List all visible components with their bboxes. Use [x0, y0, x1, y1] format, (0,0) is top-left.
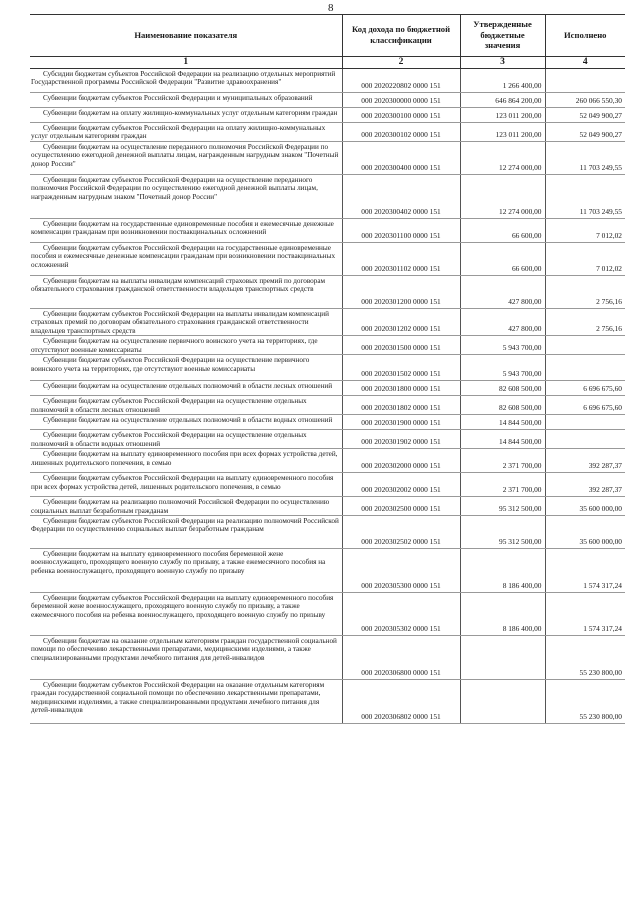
row-code: 000 2020305302 0000 151	[342, 593, 460, 636]
row-code: 000 2020306802 0000 151	[342, 680, 460, 724]
table-row	[30, 381, 625, 396]
row-code: 000 2020301200 0000 151	[342, 275, 460, 308]
table-row	[30, 549, 625, 593]
table-row	[30, 497, 625, 516]
row-planned-value: 82 608 500,00	[460, 381, 545, 396]
row-planned-value: 14 844 500,00	[460, 430, 545, 449]
row-executed-value: 1 574 317,24	[545, 549, 625, 593]
row-executed-value	[545, 68, 625, 92]
row-name: Субсидии бюджетам субъектов Российской Федерации на реализацию отдельных мероприятий Государственной программы Российской Федерации "Развитие здравоохранения"	[30, 68, 342, 92]
table-row	[30, 68, 625, 92]
row-code: 000 2020300402 0000 151	[342, 174, 460, 218]
row-name: Субвенции бюджетам субъектов Российской Федерации на выплату единовременного пособия при всех формах устройства детей, лишенных родительского попечения, в семью	[30, 473, 342, 497]
row-name: Субвенции бюджетам субъектов Российской Федерации на осуществление первичного воинского учета на территориях, где отсутствуют военные комиссариаты	[30, 355, 342, 381]
row-planned-value: 646 864 200,00	[460, 92, 545, 107]
table-row	[30, 396, 625, 415]
row-planned-value: 427 800,00	[460, 308, 545, 335]
table-row	[30, 92, 625, 107]
row-executed-value: 6 696 675,60	[545, 396, 625, 415]
row-executed-value	[545, 355, 625, 381]
row-planned-value: 66 600,00	[460, 242, 545, 275]
table-row	[30, 680, 625, 724]
row-executed-value: 1 574 317,24	[545, 593, 625, 636]
row-name: Субвенции бюджетам на осуществление первичного воинского учета на территориях, где отсутствуют военные комиссариаты	[30, 336, 342, 355]
row-name: Субвенции бюджетам на осуществление отдельных полномочий в области водных отношений	[30, 415, 342, 430]
row-code: 000 2020301202 0000 151	[342, 308, 460, 335]
row-name: Субвенции бюджетам на выплаты инвалидам компенсаций страховых премий по договорам обязательного страхования гражданской ответственности владельцев транспортных средств	[30, 275, 342, 308]
row-name: Субвенции бюджетам субъектов Российской Федерации на оплату жилищно-коммунальных услуг отдельным категориям граждан	[30, 122, 342, 141]
row-code: 000 2020302500 0000 151	[342, 497, 460, 516]
row-planned-value: 12 274 000,00	[460, 141, 545, 174]
table-row	[30, 107, 625, 122]
table-row	[30, 593, 625, 636]
row-executed-value: 11 703 249,55	[545, 141, 625, 174]
row-name: Субвенции бюджетам субъектов Российской Федерации на оказание отдельным категориям граждан государственной социальной помощи по обеспечению лекарственными препаратами, медицинскими изделиями, а также специализированными продуктами лечебного питания для детей-инвалидов	[30, 680, 342, 724]
row-name: Субвенции бюджетам на государственные единовременные пособия и ежемесячные денежные компенсации гражданам при возникновении поствакцинальных осложнений	[30, 218, 342, 242]
row-code: 000 2020300400 0000 151	[342, 141, 460, 174]
row-code: 000 2020302002 0000 151	[342, 473, 460, 497]
page-number: 8	[328, 2, 334, 14]
row-code: 000 2020302502 0000 151	[342, 516, 460, 549]
row-code: 000 2020301500 0000 151	[342, 336, 460, 355]
row-code: 000 2020302000 0000 151	[342, 449, 460, 473]
row-code: 000 2020301800 0000 151	[342, 381, 460, 396]
row-planned-value: 66 600,00	[460, 218, 545, 242]
row-planned-value: 95 312 500,00	[460, 516, 545, 549]
table-row	[30, 218, 625, 242]
header-code: Код дохода по бюджетной классификации	[342, 14, 460, 56]
row-executed-value: 392 287,37	[545, 449, 625, 473]
row-name: Субвенции бюджетам на оплату жилищно-коммунальных услуг отдельным категориям граждан	[30, 107, 342, 122]
table-row	[30, 122, 625, 141]
row-name: Субвенции бюджетам на осуществление отдельных полномочий в области лесных отношений	[30, 381, 342, 396]
column-number-1: 1	[30, 56, 342, 68]
column-number-4: 4	[545, 56, 625, 68]
row-name: Субвенции бюджетам субъектов Российской Федерации на государственные единовременные пособия и ежемесячные денежные компенсации гражданам при возникновении поствакцинальных осложнений	[30, 242, 342, 275]
row-executed-value: 7 012,02	[545, 242, 625, 275]
row-executed-value: 2 756,16	[545, 308, 625, 335]
table-row	[30, 275, 625, 308]
table-row	[30, 636, 625, 680]
row-name: Субвенции бюджетам субъектов Российской Федерации на реализацию полномочий Российской Федерации по осуществлению социальных выплат безработным гражданам	[30, 516, 342, 549]
budget-income-table	[30, 14, 625, 724]
row-code: 000 2020300102 0000 151	[342, 122, 460, 141]
header-plan: Утвержденные бюджетные значения	[460, 14, 545, 56]
row-planned-value: 2 371 700,00	[460, 473, 545, 497]
row-executed-value: 55 230 800,00	[545, 680, 625, 724]
row-planned-value: 8 186 400,00	[460, 593, 545, 636]
row-planned-value: 123 011 200,00	[460, 107, 545, 122]
row-executed-value: 55 230 800,00	[545, 636, 625, 680]
table-row	[30, 174, 625, 218]
row-planned-value: 95 312 500,00	[460, 497, 545, 516]
row-planned-value: 427 800,00	[460, 275, 545, 308]
table-row	[30, 141, 625, 174]
row-executed-value: 392 287,37	[545, 473, 625, 497]
table-body	[30, 68, 625, 723]
table-row	[30, 449, 625, 473]
row-name: Субвенции бюджетам субъектов Российской Федерации на выплаты инвалидам компенсаций страховых премий по договорам обязательного страхования гражданской ответственности владельцев транспортных средств	[30, 308, 342, 335]
row-name: Субвенции бюджетам на оказание отдельным категориям граждан государственной социальной помощи по обеспечению лекарственными препаратами, медицинскими изделиями, а также специализированными продуктами лечебного питания для детей-инвалидов	[30, 636, 342, 680]
row-code: 000 2020220802 0000 151	[342, 68, 460, 92]
row-executed-value	[545, 430, 625, 449]
row-executed-value: 35 600 000,00	[545, 516, 625, 549]
header-name: Наименование показателя	[30, 14, 342, 56]
row-planned-value: 123 011 200,00	[460, 122, 545, 141]
row-name: Субвенции бюджетам субъектов Российской Федерации на выплату единовременного пособия беременной жене военнослужащего, проходящего военную службу по призыву, а также ежемесячного пособия на ребенка военнослужащего, проходящего военную службу по призыву	[30, 593, 342, 636]
table-row	[30, 516, 625, 549]
row-planned-value: 1 266 400,00	[460, 68, 545, 92]
row-executed-value: 52 049 900,27	[545, 107, 625, 122]
row-planned-value	[460, 636, 545, 680]
row-code: 000 2020305300 0000 151	[342, 549, 460, 593]
row-code: 000 2020301900 0000 151	[342, 415, 460, 430]
header-exec: Исполнено	[545, 14, 625, 56]
row-planned-value: 12 274 000,00	[460, 174, 545, 218]
table-row	[30, 415, 625, 430]
row-code: 000 2020301902 0000 151	[342, 430, 460, 449]
row-name: Субвенции бюджетам на осуществление переданного полномочия Российской Федерации по осуществлению ежегодной денежной выплаты лицам, награжденным нагрудным знаком "Почетный донор России"	[30, 141, 342, 174]
row-executed-value: 6 696 675,60	[545, 381, 625, 396]
row-name: Субвенции бюджетам субъектов Российской Федерации на осуществление отдельных полномочий в области водных отношений	[30, 430, 342, 449]
table-row	[30, 355, 625, 381]
table-row	[30, 336, 625, 355]
row-executed-value: 11 703 249,55	[545, 174, 625, 218]
table-row	[30, 308, 625, 335]
row-executed-value: 35 600 000,00	[545, 497, 625, 516]
row-code: 000 2020300000 0000 151	[342, 92, 460, 107]
row-planned-value	[460, 680, 545, 724]
row-executed-value	[545, 336, 625, 355]
row-code: 000 2020301502 0000 151	[342, 355, 460, 381]
row-name: Субвенции бюджетам субъектов Российской Федерации и муниципальных образований	[30, 92, 342, 107]
row-planned-value: 14 844 500,00	[460, 415, 545, 430]
column-number-2: 2	[342, 56, 460, 68]
row-planned-value: 82 608 500,00	[460, 396, 545, 415]
row-executed-value	[545, 415, 625, 430]
row-name: Субвенции бюджетам на реализацию полномочий Российской Федерации по осуществлению социальных выплат безработным гражданам	[30, 497, 342, 516]
row-executed-value: 260 066 550,30	[545, 92, 625, 107]
row-executed-value: 2 756,16	[545, 275, 625, 308]
row-code: 000 2020301802 0000 151	[342, 396, 460, 415]
row-code: 000 2020300100 0000 151	[342, 107, 460, 122]
row-executed-value: 7 012,02	[545, 218, 625, 242]
row-code: 000 2020306800 0000 151	[342, 636, 460, 680]
table-row	[30, 242, 625, 275]
row-name: Субвенции бюджетам на выплату единовременного пособия при всех формах устройства детей, лишенных родительского попечения, в семью	[30, 449, 342, 473]
table-row	[30, 473, 625, 497]
row-planned-value: 2 371 700,00	[460, 449, 545, 473]
table-row	[30, 430, 625, 449]
row-name: Субвенции бюджетам на выплату единовременного пособия беременной жене военнослужащего, проходящего военную службу по призыву, а также ежемесячного пособия на ребенка военнослужащего, проходящего военную службу по призыву	[30, 549, 342, 593]
row-executed-value: 52 049 900,27	[545, 122, 625, 141]
column-number-3: 3	[460, 56, 545, 68]
row-code: 000 2020301102 0000 151	[342, 242, 460, 275]
row-planned-value: 8 186 400,00	[460, 549, 545, 593]
row-planned-value: 5 943 700,00	[460, 355, 545, 381]
row-name: Субвенции бюджетам субъектов Российской Федерации на осуществление переданного полномочия Российской Федерации по осуществлению ежегодной денежной выплаты лицам, награжденным нагрудным знаком "Почетный донор России"	[30, 174, 342, 218]
row-planned-value: 5 943 700,00	[460, 336, 545, 355]
row-name: Субвенции бюджетам субъектов Российской Федерации на осуществление отдельных полномочий в области лесных отношений	[30, 396, 342, 415]
row-code: 000 2020301100 0000 151	[342, 218, 460, 242]
